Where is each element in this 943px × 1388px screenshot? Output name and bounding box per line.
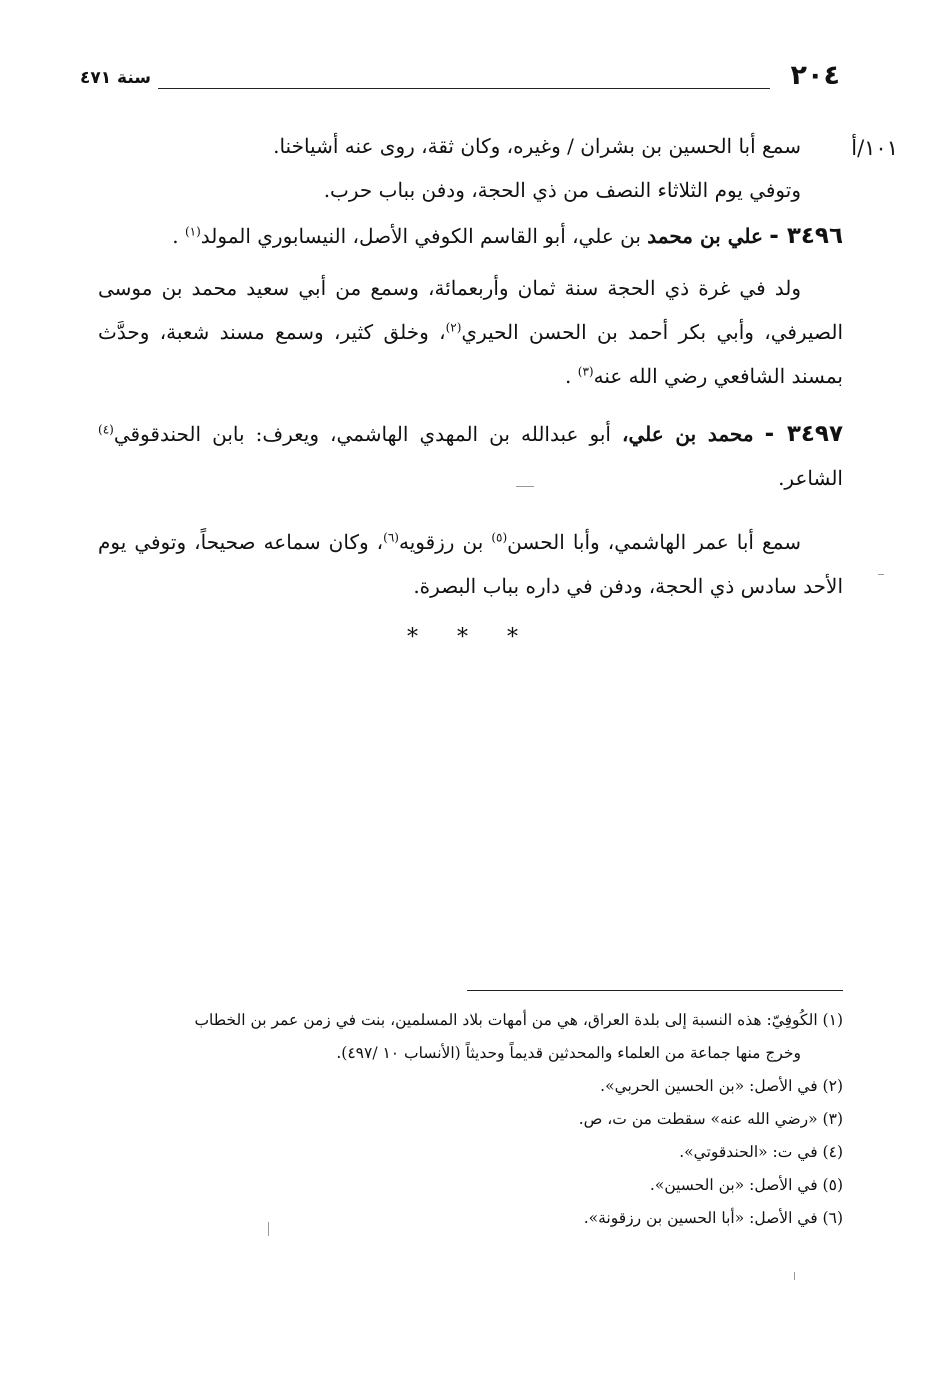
entry-text: أبو عبدالله بن المهدي الهاشمي، ويعرف: بابن الحندقوقي	[113, 422, 611, 446]
entry-number: ٣٤٩٦ -	[769, 223, 843, 249]
bio-text: ، وكان سماعه صحيحاً، وتوفي يوم الأحد سادس ذي الحجة، ودفن في داره بباب البصرة.	[98, 530, 843, 598]
entry-text: بن علي، أبو القاسم الكوفي الأصل، النيسابوري المولد	[200, 224, 641, 248]
footnote-ref[interactable]: (٢)	[445, 320, 462, 335]
page-number: ٢٠٤	[790, 60, 840, 91]
running-head: سنة ٤٧١	[80, 68, 152, 88]
footnote-ref[interactable]: (٣)	[577, 364, 594, 379]
footnote-ref[interactable]: (٥)	[491, 530, 508, 545]
entry-end: .	[172, 224, 179, 248]
entry-number: ٣٤٩٧ -	[764, 421, 844, 447]
biography-entry-heading	[98, 214, 843, 258]
header-rule	[158, 88, 770, 89]
footnote-2: (٢) في الأصل: «بن الحسين الحربي».	[600, 1077, 843, 1095]
bio-text: ، وخلق كثير، وسمع مسند شعبة، وحدَّث بمسند الشافعي رضي الله عنه	[98, 320, 843, 388]
footnote-6: (٦) في الأصل: «أبا الحسين بن رزقونة».	[583, 1209, 843, 1227]
biography-paragraph	[98, 266, 843, 398]
bio-text: ولد في غرة ذي الحجة سنة ثمان وأربعمائة، وسمع من أبي سعيد محمد بن موسى الصيرفي، وأبي بكر أحمد بن الحسن الحيري	[98, 276, 843, 344]
scan-mark	[794, 1272, 795, 1280]
main-text	[98, 124, 843, 660]
scan-mark	[516, 486, 534, 487]
footnote-3: (٣) «رضي الله عنه» سقطت من ت، ص.	[578, 1110, 843, 1128]
footnote-ref[interactable]: (٤)	[98, 422, 114, 437]
footnote-1-continued: وخرج منها جماعة من العلماء والمحدثين قديماً وحديثاً (الأنساب ١٠ /٤٩٧).	[336, 1044, 801, 1062]
entry-end: الشاعر.	[778, 466, 843, 490]
paragraph-line: سمع أبا الحسين بن بشران / وغيره، وكان ثقة، روى عنه أشياخنا.	[273, 134, 801, 158]
scan-mark	[268, 1222, 269, 1236]
bio-text: سمع أبا عمر الهاشمي، وأبا الحسن	[507, 530, 801, 554]
footnote-5: (٥) في الأصل: «بن الحسين».	[649, 1176, 843, 1194]
biography-paragraph	[98, 520, 843, 608]
footnote-1: (١) الكُوفِيّ: هذه النسبة إلى بلدة العراق، هي من أمهات بلاد المسلمين، بنت في زمن عمر بن الخطاب	[194, 1011, 843, 1029]
biography-entry-heading	[98, 412, 843, 500]
bio-text: بن رزقويه	[398, 530, 484, 554]
footnote-4: (٤) في ت: «الحندقوتي».	[679, 1143, 843, 1161]
footnote-ref[interactable]: (٦)	[383, 530, 399, 545]
manuscript-folio-reference: ١٠١/أ	[851, 136, 898, 160]
bio-end: .	[565, 364, 572, 388]
entry-name: علي بن محمد	[647, 224, 763, 248]
entry-name: محمد بن علي،	[622, 422, 754, 446]
scan-mark	[878, 574, 884, 575]
paragraph-line: وتوفي يوم الثلاثاء النصف من ذي الحجة، ودفن بباب حرب.	[323, 178, 801, 202]
footnotes	[98, 1004, 843, 1235]
page-header	[80, 58, 840, 98]
footnote-ref[interactable]: (١)	[184, 224, 201, 239]
footnote-rule	[467, 990, 843, 991]
section-ornament: * * *	[407, 625, 534, 650]
